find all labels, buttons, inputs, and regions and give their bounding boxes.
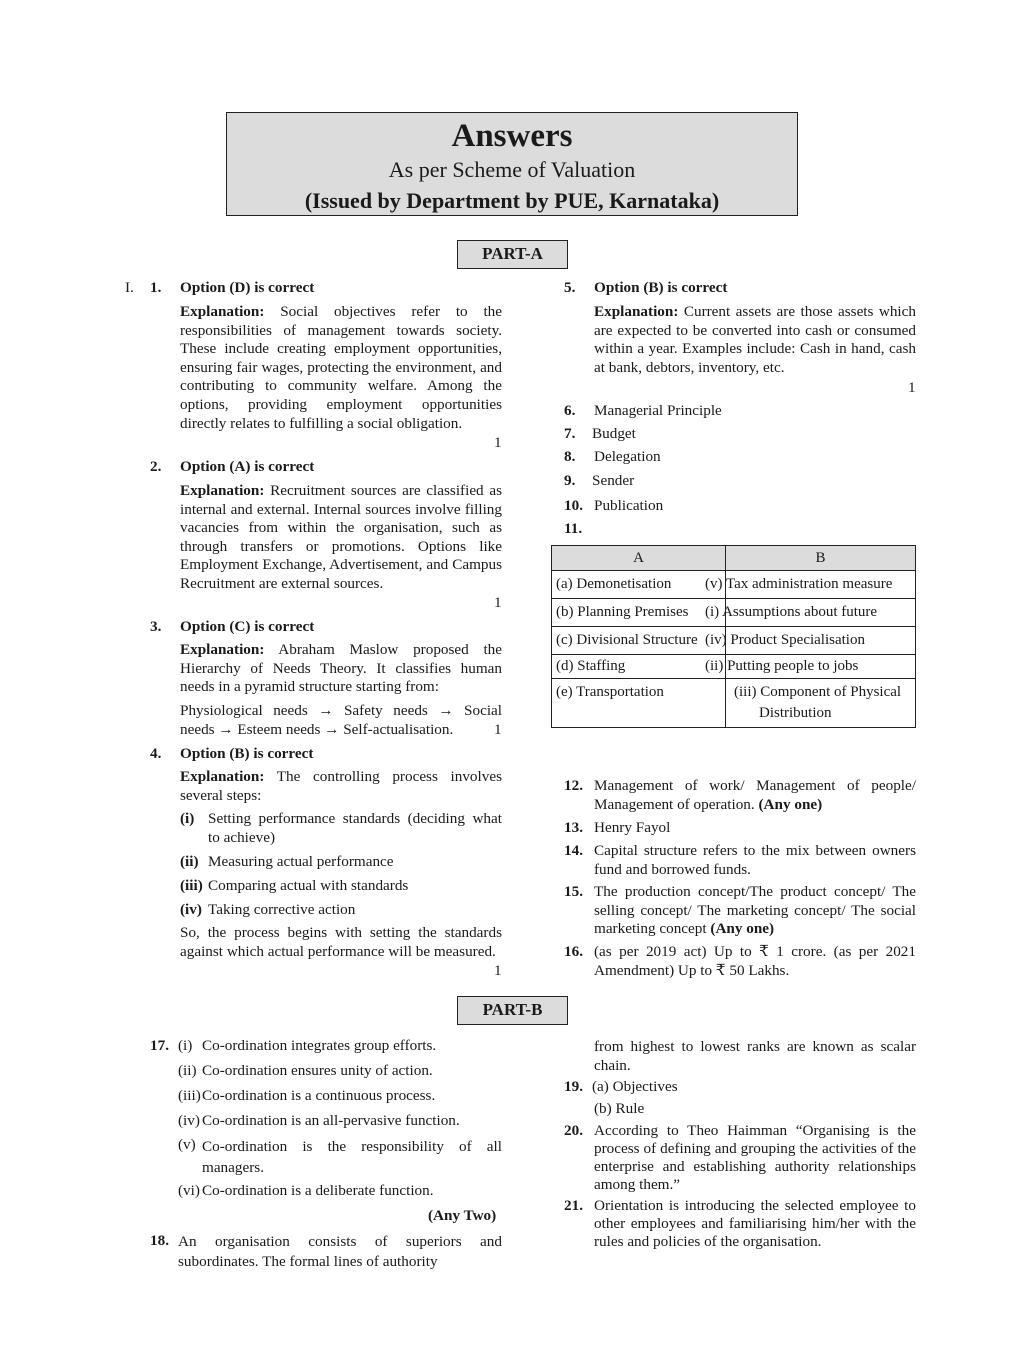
match-table xyxy=(551,545,916,728)
q4-conclusion: So, the process begins with setting the standards against which actual performance will be measured. xyxy=(180,924,502,960)
q5-explanation xyxy=(594,303,916,377)
q4-step-1-text: Setting performance standards (deciding what to achieve) xyxy=(208,810,502,846)
q2-number: 2. xyxy=(150,458,162,475)
q17-item-5-text: Co-ordination is the responsibility of all managers. xyxy=(202,1138,502,1176)
q3-option: Option (C) is correct xyxy=(180,618,315,635)
q15-answer xyxy=(594,883,916,939)
q15-any-one: (Any one) xyxy=(710,920,775,938)
q2-expl-label: Explanation: xyxy=(180,482,265,499)
q2-mark: 1 xyxy=(494,594,502,611)
q1-number: 1. xyxy=(150,279,162,296)
part-b-heading: PART-B xyxy=(457,996,568,1025)
q17-item-3-text: Co-ordination is a continuous process. xyxy=(202,1087,436,1104)
q17-item-3-number: (iii) xyxy=(178,1087,201,1104)
q12-any-one: (Any one) xyxy=(758,795,823,813)
q17-item-1-text: Co-ordination integrates group efforts. xyxy=(202,1037,437,1054)
page-title: Answers xyxy=(451,118,573,154)
q17-item-2-text: Co-ordination ensures unity of action. xyxy=(202,1062,433,1079)
q5-expl-text: Current assets are those assets which are expected to be converted into cash or consumed within a year. Examples include: Cash in hand, cash at bank, debtors, inventory, etc. xyxy=(594,303,916,376)
q21-number: 21. xyxy=(564,1197,583,1214)
match-cell-a: (b) Planning Premises xyxy=(552,599,726,627)
q2-option: Option (A) is correct xyxy=(180,458,315,475)
q19-answer-a: (a) Objectives xyxy=(592,1078,678,1095)
q1-expl-label: Explanation: xyxy=(180,303,265,320)
q4-step-2-text: Measuring actual performance xyxy=(208,853,394,870)
q14-answer: Capital structure refers to the mix between owners fund and borrowed funds. xyxy=(594,842,916,878)
q5-number: 5. xyxy=(564,279,576,296)
q3-expl-text: Abraham Maslow proposed the Hierarchy of Needs Theory. It classifies human needs in a pyramid structure starting from: xyxy=(180,641,502,696)
q4-option: Option (B) is correct xyxy=(180,745,314,762)
q1-mark: 1 xyxy=(494,434,502,451)
q21-answer: Orientation is introducing the selected employee to other employees and familiarising him/her with the rules and policies of the organisation. xyxy=(594,1197,916,1250)
q7-number: 7. xyxy=(564,425,576,442)
q12-text: Management of work/ Management of people/ Management of operation. xyxy=(594,777,916,813)
q4-explanation xyxy=(180,768,502,805)
q4-step-3-text: Comparing actual with standards xyxy=(208,877,409,894)
column-a-header: A xyxy=(552,546,726,571)
match-cell-b: (iv) Product Specialisation xyxy=(726,627,916,655)
q4-number: 4. xyxy=(150,745,162,762)
q8-answer: Delegation xyxy=(594,448,661,465)
match-table-header xyxy=(552,546,916,571)
q9-answer: Sender xyxy=(592,472,635,489)
q19-answer-b: (b) Rule xyxy=(594,1100,645,1117)
q17-number: 17. xyxy=(150,1037,169,1054)
q17-any-two: (Any Two) xyxy=(428,1207,497,1224)
q6-number: 6. xyxy=(564,402,576,419)
q4-step-4-number: (iv) xyxy=(180,901,202,918)
q14-number: 14. xyxy=(564,842,583,859)
q3-number: 3. xyxy=(150,618,162,635)
q4-step-2-number: (ii) xyxy=(180,853,199,870)
q20-number: 20. xyxy=(564,1122,583,1139)
table-row xyxy=(552,655,916,679)
q11-number: 11. xyxy=(564,520,583,537)
match-cell-a: (d) Staffing xyxy=(552,655,726,679)
q3-flow-line1: Physiological needs → Safety needs → Social xyxy=(180,702,502,719)
q4-step-4-text: Taking corrective action xyxy=(208,901,356,918)
q3-flow-line2: needs → Esteem needs → Self-actualisation. xyxy=(180,721,454,738)
table-row xyxy=(552,599,916,627)
q6-answer: Managerial Principle xyxy=(594,402,722,419)
q4-expl-text: The controlling process involves several steps: xyxy=(180,768,502,804)
match-cell-b: (v) Tax administration measure xyxy=(726,571,916,599)
q10-answer: Publication xyxy=(594,497,664,514)
q2-explanation xyxy=(180,482,502,594)
match-cell-b: (ii) Putting people to jobs xyxy=(726,655,916,679)
q5-option: Option (B) is correct xyxy=(594,279,728,296)
q10-number: 10. xyxy=(564,497,583,514)
q7-answer: Budget xyxy=(592,425,636,442)
q1-option: Option (D) is correct xyxy=(180,279,315,296)
q5-expl-label: Explanation: xyxy=(594,303,679,320)
q15-text: The production concept/The product concept/ The selling concept/ The marketing concept/ The social marketing concept xyxy=(594,883,916,938)
q16-number: 16. xyxy=(564,943,583,960)
q17-item-1-number: (i) xyxy=(178,1037,193,1054)
q13-answer: Henry Fayol xyxy=(594,819,671,836)
q17-item-6-number: (vi) xyxy=(178,1182,200,1199)
title-box xyxy=(226,112,798,216)
page-subtitle: As per Scheme of Valuation xyxy=(388,157,636,182)
q4-mark: 1 xyxy=(494,962,502,979)
q3-explanation xyxy=(180,641,502,697)
table-row xyxy=(552,627,916,655)
q8-number: 8. xyxy=(564,448,576,465)
q12-number: 12. xyxy=(564,777,583,794)
q17-item-5-number: (v) xyxy=(178,1136,196,1153)
q5-mark: 1 xyxy=(908,379,916,396)
q16-answer: (as per 2019 act) Up to ₹ 1 crore. (as per 2021 Amendment) Up to ₹ 50 Lakhs. xyxy=(594,943,916,979)
q1-explanation xyxy=(180,303,502,433)
q1-expl-text: Social objectives refer to the responsibilities of management towards society. These include creating employment opportunities, ensuring fair wages, protecting the environment, and contributing to community welfare. Among the options, providing employment opportunities directly relates to fulfilling a social obligation. xyxy=(180,303,502,432)
issuer-line: (Issued by Department by PUE, Karnataka) xyxy=(304,188,720,213)
section-number: I. xyxy=(125,279,134,296)
q12-answer xyxy=(594,777,916,814)
match-cell-b: (iii) Component of Physical Distribution xyxy=(726,679,916,728)
q15-number: 15. xyxy=(564,883,583,900)
q4-step-1-number: (i) xyxy=(180,810,195,827)
q20-answer: According to Theo Haimman “Organising is the process of defining and grouping the activities of the enterprise and establishing authority relationships among them.” xyxy=(594,1122,916,1193)
q17-item-4-text: Co-ordination is an all-pervasive function. xyxy=(202,1112,460,1129)
q18-text: An organisation consists of superiors and subordinates. The formal lines of authority xyxy=(178,1233,502,1270)
q3-mark: 1 xyxy=(494,721,502,738)
match-cell-a: (c) Divisional Structure xyxy=(552,627,726,655)
table-row xyxy=(552,679,916,728)
q17-item-4-number: (iv) xyxy=(178,1112,200,1129)
match-cell-a: (a) Demonetisation xyxy=(552,571,726,599)
q17-item-2-number: (ii) xyxy=(178,1062,197,1079)
match-cell-b: (i) Assumptions about future xyxy=(726,599,916,627)
q18-continuation: from highest to lowest ranks are known as scalar chain. xyxy=(594,1038,916,1074)
q13-number: 13. xyxy=(564,819,583,836)
q3-expl-label: Explanation: xyxy=(180,641,265,658)
column-b-header: B xyxy=(726,546,916,571)
q4-expl-label: Explanation: xyxy=(180,768,265,785)
table-row xyxy=(552,571,916,599)
q18-number: 18. xyxy=(150,1232,169,1249)
q9-number: 9. xyxy=(564,472,576,489)
q2-expl-text: Recruitment sources are classified as internal and external. Internal sources involve filling vacancies from within the organisation, such as through transfers or promotions. Options like Employment Exchange, Advertisement, and Campus Recruitment are external sources. xyxy=(180,482,502,592)
part-a-heading: PART-A xyxy=(457,240,568,269)
q19-number: 19. xyxy=(564,1078,583,1095)
match-cell-a: (e) Transportation xyxy=(552,679,726,728)
q17-item-6-text: Co-ordination is a deliberate function. xyxy=(202,1182,434,1199)
q4-step-3-number: (iii) xyxy=(180,877,203,894)
